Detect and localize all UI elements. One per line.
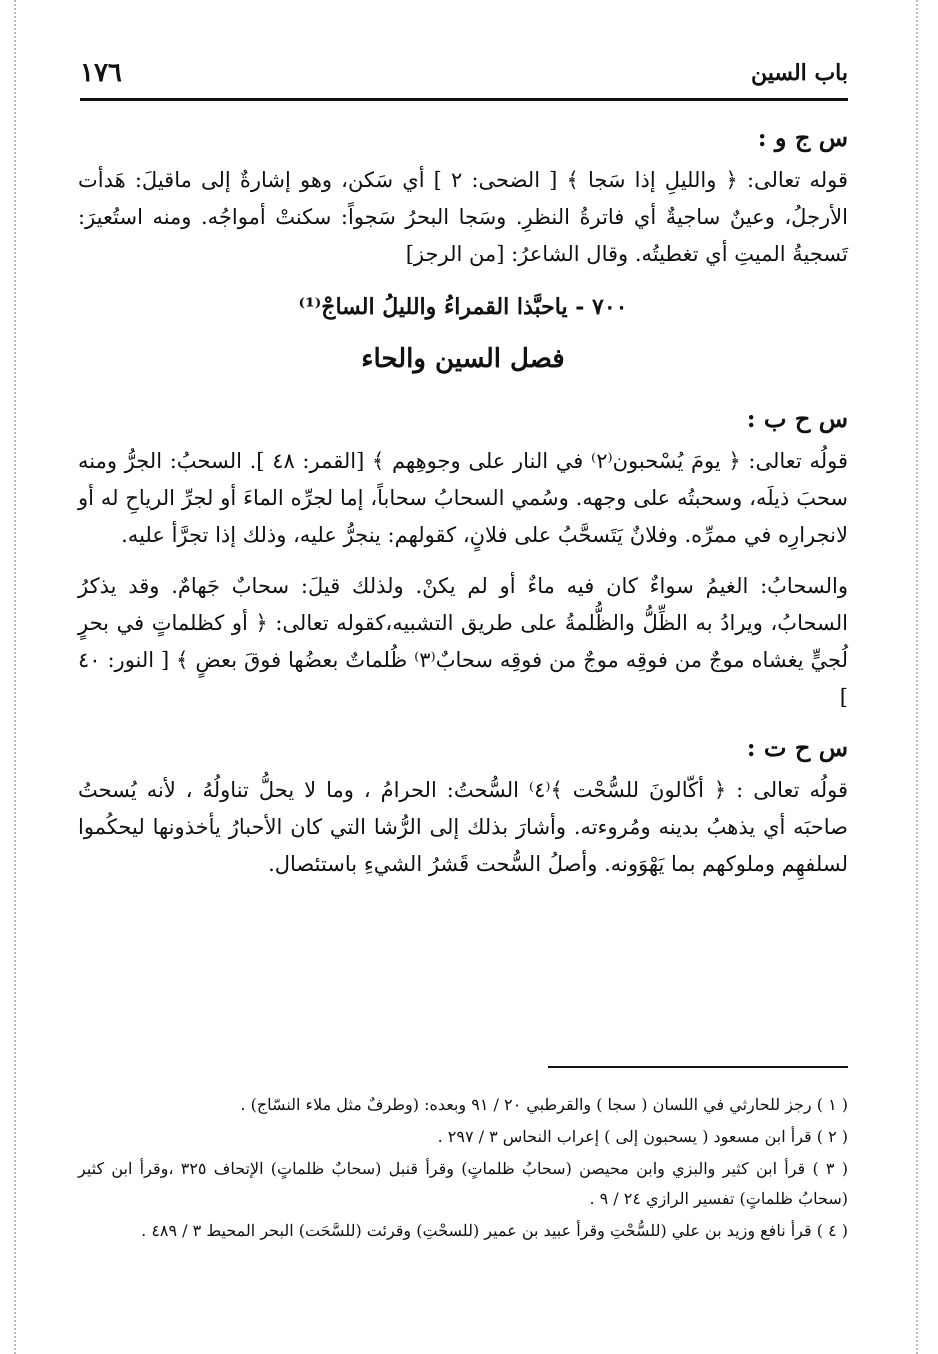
poetry-verse: ٧٠٠ - ياحبَّذا القمراءُ والليلُ الساجْ⁽¹⁾ [298,294,628,320]
root-heading: س ج و : [757,123,848,152]
paragraph: قولُه تعالى : ﴿ أكّالونَ للسُّحْت ﴾⁽٤⁾ السُّحتُ: الحرامُ ، وما لا يحلُّ تناولُهُ ، لأنه يُسحتُ صاحبَه أي يذهبُ بدينه ومُروءته. وأشارَ بذلك إلى الرُّشا التي كان الأحبارُ يأخذونها ليحكُموا لسلفهِم وملوكهم بما يَهْوَونه. وأصلُ السُّحت قَشرُ الشيءِ باستئصال. [78,778,848,876]
root-heading: س ح ب : [746,404,848,433]
footnote: ( ٣ ) قرأ ابن كثير والبزي وابن محيصن (سحابُ ظلماتٍ) وقرأ قنبل (سحابٌ ظلماتٍ) الإتحاف ٣٢٥ ،وقرأ ابن كثير (سحابُ ظلماتٍ) تفسير الرازي ٢٤ / ٩ . [78,1159,848,1208]
footnote: ( ٤ ) قرأ نافع وزيد بن علي (للسُّحْتِ وقرأ عبيد بن عمير (للسحْتِ) وقرئت (للسَّحَت) البحر المحيط ٣ / ٤٨٩ . [141,1221,848,1240]
page-number: ١٧٦ [80,58,122,88]
paragraph: والسحابُ: الغيمُ سواءٌ كان فيه ماءٌ أو لم يكنْ. ولذلك قيلَ: سحابٌ جَهامٌ. وقد يذكرُ السحابُ، ويرادُ به الظِّلُّ والظُّلمةُ على طريق التشبيه،كقوله تعالى: ﴿ أو كظلماتٍ في بحرٍ لُجيٍّ يغشاه موجٌ من فوقِه موجٌ من فوقِه سحابٌ⁽٣⁾ ظُلماتٌ بعضُها فوقَ بعضٍ ﴾ [ النور: ٤٠ ] [78,574,848,709]
root-heading: س ح ت : [746,733,848,762]
paragraph: قولُه تعالى: ﴿ يومَ يُسْحبون⁽٢⁾ في النار على وجوهِهم ﴾ [القمر: ٤٨ ]. السحبُ: الجرُّ ومنه سحبَ ذيلَه، وسحبتُه على وجهه. وسُمي السحابُ سحاباً، إما لجرِّه الماءَ أو لجرِّ الرياحِ له أو لانجرارِه في ممرِّه. وفلانٌ يَتَسحَّبُ على فلانٍ، كقولهم: ينجرُّ عليه، وذلك إذا تجرَّأ عليه. [78,449,848,547]
scan-edge-right [916,0,918,1354]
chapter-title: باب السين [750,60,848,86]
section-title: فصل السين والحاء [361,344,565,374]
paragraph: قوله تعالى: ﴿ والليلِ إذا سَجا ﴾ [ الضحى: ٢ ] أي سَكن، وهو إشارةٌ إلى ماقيلَ: هَدأت الأرجلُ، وعينٌ ساجيةٌ أي فاترةُ النظرِ. وسَجا البحرُ سَجواً: سكنتْ أمواجُه. ومنه استُعيرَ: تَسجيةُ الميتِ أي تغطيتُه. وقال الشاعرُ: [من الرجز] [78,168,848,266]
main-text [78,120,848,897]
footnote-separator [548,1066,848,1068]
header-rule [80,98,848,101]
footnote: ( ١ ) رجز للحارثي في اللسان ( سجا ) والقرطبي ٢٠ / ٩١ وبعده: (وطرفٌ مثل ملاء النسّاج) . [240,1095,848,1114]
footnotes [78,1090,848,1248]
scan-edge-left [14,0,16,1354]
footnote: ( ٢ ) قرأ ابن مسعود ( يسحبون إلى ) إعراب النحاس ٣ / ٢٩٧ . [437,1127,848,1146]
page-header [80,56,848,96]
